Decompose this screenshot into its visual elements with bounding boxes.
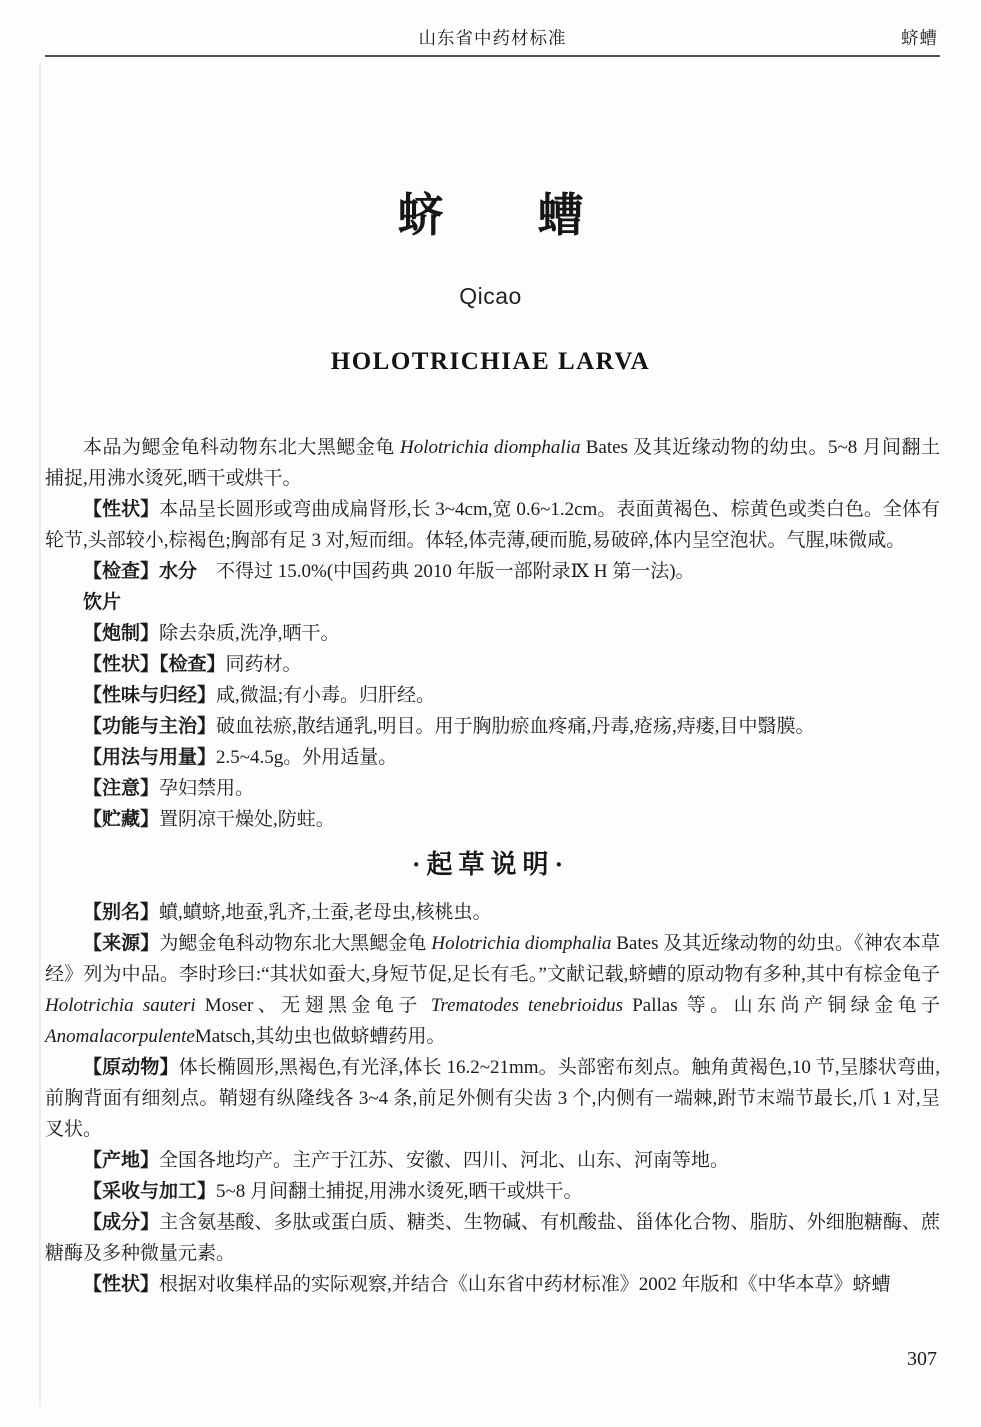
draft-notes-heading: ·起草说明· [411, 850, 570, 879]
header-book-title: 山东省中药材标准 [418, 28, 567, 48]
page-title-char-1: 蛴 [397, 189, 444, 241]
paragraph-intro: 本品为鳃金龟科动物东北大黑鳃金龟 Holotrichia diomphalia Bates 及其近缘动物的幼虫。5~8 月间翻土捕捉,用沸水烫死,晒干或烘干。 [45, 437, 940, 489]
paragraph-aliases: 【别名】蟦,蟦蛴,地蚕,乳齐,土蚕,老母虫,核桃虫。 [83, 902, 492, 923]
paragraph-character-note: 【性状】根据对收集样品的实际观察,并结合《山东省中药材标准》2002 年版和《中华本草》蛴螬 [83, 1274, 891, 1295]
paragraph-dosage: 【用法与用量】2.5~4.5g。外用适量。 [83, 747, 398, 768]
paragraph-caution: 【注意】孕妇禁用。 [83, 778, 255, 799]
paragraph-yinpian: 饮片 [83, 592, 122, 613]
page-title [0, 189, 981, 241]
paragraph-processing: 【炮制】除去杂质,洗净,晒干。 [83, 623, 340, 644]
paragraph-production-area: 【产地】全国各地均产。主产于江苏、安徽、四川、河北、山东、河南等地。 [83, 1150, 730, 1171]
paragraph-composition: 【成分】主含氨基酸、多肽或蛋白质、糖类、生物碱、有机酸盐、甾体化合物、脂肪、外细胞糖酶、蔗糖酶及多种微量元素。 [45, 1212, 940, 1264]
paragraph-harvest-processing: 【采收与加工】5~8 月间翻土捕捉,用沸水烫死,晒干或烘干。 [83, 1181, 583, 1202]
header-section-title: 蛴螬 [901, 28, 938, 48]
header-rule [45, 55, 940, 57]
paragraph-character: 【性状】本品呈长圆形或弯曲成扁肾形,长 3~4cm,宽 0.6~1.2cm。表面黄褐色、棕黄色或类白色。全体有轮节,头部较小,棕褐色;胸部有足 3 对,短而细。体轻,体壳薄,硬而脆,易破碎,体内呈空泡状。气腥,味微咸。 [45, 499, 940, 551]
draft-notes-section [45, 897, 940, 1300]
paragraph-inspection: 【检查】水分 不得过 15.0%(中国药典 2010 年版一部附录Ⅸ H 第一法)。 [83, 561, 695, 582]
scan-edge-line [39, 62, 41, 1407]
page-title-char-2: 螬 [537, 189, 584, 241]
paragraph-storage: 【贮藏】置阴凉干燥处,防蛀。 [83, 809, 335, 830]
page-number: 307 [907, 1348, 937, 1370]
paragraph-origin: 【来源】为鳃金龟科动物东北大黑鳃金龟 Holotrichia diomphalia Bates 及其近缘动物的幼虫。《神农本草经》列为中品。李时珍曰:“其状如蚕大,身短节促,足长有毛。”文献记载,蛴螬的原动物有多种,其中有棕金龟子 Holotrichia sauteri Moser、无翅黑金龟子 Trematodes tenebrioidus Pallas 等。山东尚产铜绿金龟子 AnomalacorpulenteMatsch,其幼虫也做蛴螬药用。 [45, 933, 940, 1047]
paragraph-original-animal: 【原动物】体长椭圆形,黑褐色,有光泽,体长 16.2~21mm。头部密布刻点。触角黄褐色,10 节,呈膝状弯曲,前胸背面有细刻点。鞘翅有纵隆线各 3~4 条,前足外侧有尖齿 3 个,内侧有一端棘,跗节末端节最长,爪 1 对,呈叉状。 [45, 1057, 940, 1140]
paragraph-function-indication: 【功能与主治】破血祛瘀,散结通乳,明目。用于胸肋瘀血疼痛,丹毒,疮疡,痔瘘,目中翳膜。 [83, 716, 815, 737]
paragraph-character-inspection: 【性状】【检查】同药材。 [83, 654, 302, 675]
pinyin-name: Qicao [459, 283, 522, 309]
latin-name: HOLOTRICHIAE LARVA [330, 348, 651, 375]
monograph-section [45, 432, 940, 835]
running-header [45, 26, 940, 50]
paragraph-flavor-meridian: 【性味与归经】咸,微温;有小毒。归肝经。 [83, 685, 436, 706]
